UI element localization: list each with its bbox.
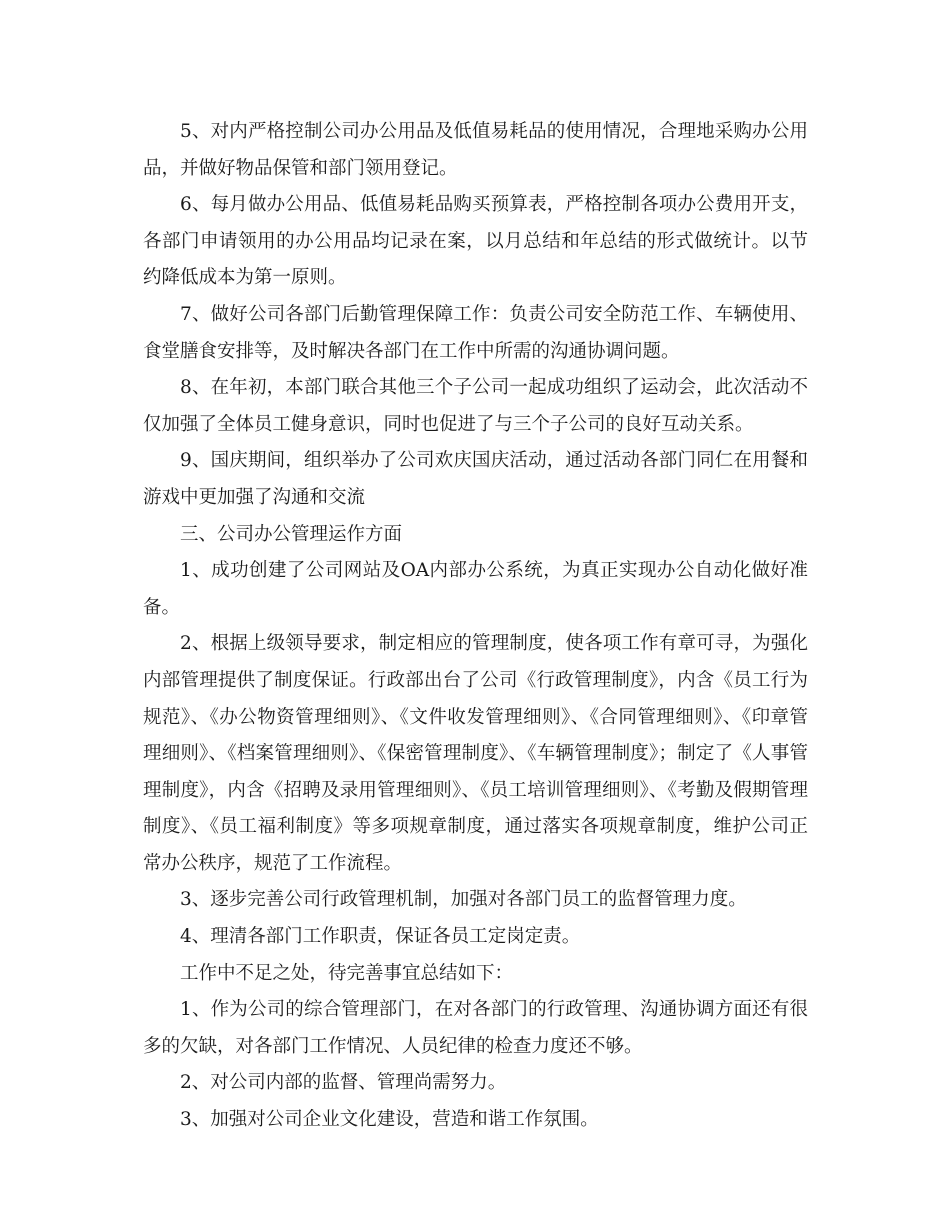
- paragraph-shortcoming-1: 1、作为公司的综合管理部门，在对各部门的行政管理、沟通协调方面还有很多的欠缺，对各部门工作情况、人员纪律的检查力度还不够。: [143, 999, 808, 1057]
- paragraph-item-6: 6、每月做办公用品、低值易耗品购买预算表，严格控制各项办公费用开支，各部门申请领用的办公用品均记录在案，以月总结和年总结的形式做统计。以节约降低成本为第一原则。: [143, 194, 808, 289]
- paragraph-shortcoming-2: 2、对公司内部的监督、管理尚需努力。: [180, 1072, 507, 1094]
- document-body: [143, 114, 808, 1139]
- paragraph-item-5: 5、对内严格控制公司办公用品及低值易耗品的使用情况，合理地采购办公用品，并做好物品保管和部门领用登记。: [143, 121, 808, 179]
- paragraph-section3-item-1: 1、成功创建了公司网站及OA内部办公系统，为真正实现办公自动化做好准备。: [143, 560, 808, 618]
- paragraph-section3-item-3: 3、逐步完善公司行政管理机制，加强对各部门员工的监督管理力度。: [180, 889, 747, 911]
- paragraph-item-9: 9、国庆期间，组织举办了公司欢庆国庆活动，通过活动各部门同仁在用餐和游戏中更加强了沟通和交流: [143, 450, 808, 508]
- shortcomings-heading: 工作中不足之处，待完善事宜总结如下：: [180, 962, 514, 984]
- paragraph-section3-item-2: 2、根据上级领导要求，制定相应的管理制度，使各项工作有章可寻，为强化内部管理提供了制度保证。行政部出台了公司《行政管理制度》，内含《员工行为规范》、《办公物资管理细则》、《文件收发管理细则》、《合同管理细则》、《印章管理细则》、《档案管理细则》、《保密管理制度》、《车辆管理制度》；制定了《人事管理制度》，内含《招聘及录用管理细则》、《员工培训管理细则》、《考勤及假期管理制度》、《员工福利制度》等多项规章制度，通过落实各项规章制度，维护公司正常办公秩序，规范了工作流程。: [143, 633, 808, 874]
- paragraph-item-7: 7、做好公司各部门后勤管理保障工作：负责公司安全防范工作、车辆使用、食堂膳食安排等，及时解决各部门在工作中所需的沟通协调问题。: [143, 303, 808, 362]
- section-heading: 三、公司办公管理运作方面: [180, 523, 403, 545]
- paragraph-section3-item-4: 4、理清各部门工作职责，保证各员工定岗定责。: [180, 926, 581, 948]
- paragraph-item-8: 8、在年初，本部门联合其他三个子公司一起成功组织了运动会，此次活动不仅加强了全体员工健身意识，同时也促进了与三个子公司的良好互动关系。: [143, 377, 808, 435]
- paragraph-shortcoming-3: 3、加强对公司企业文化建设，营造和谐工作氛围。: [180, 1109, 599, 1131]
